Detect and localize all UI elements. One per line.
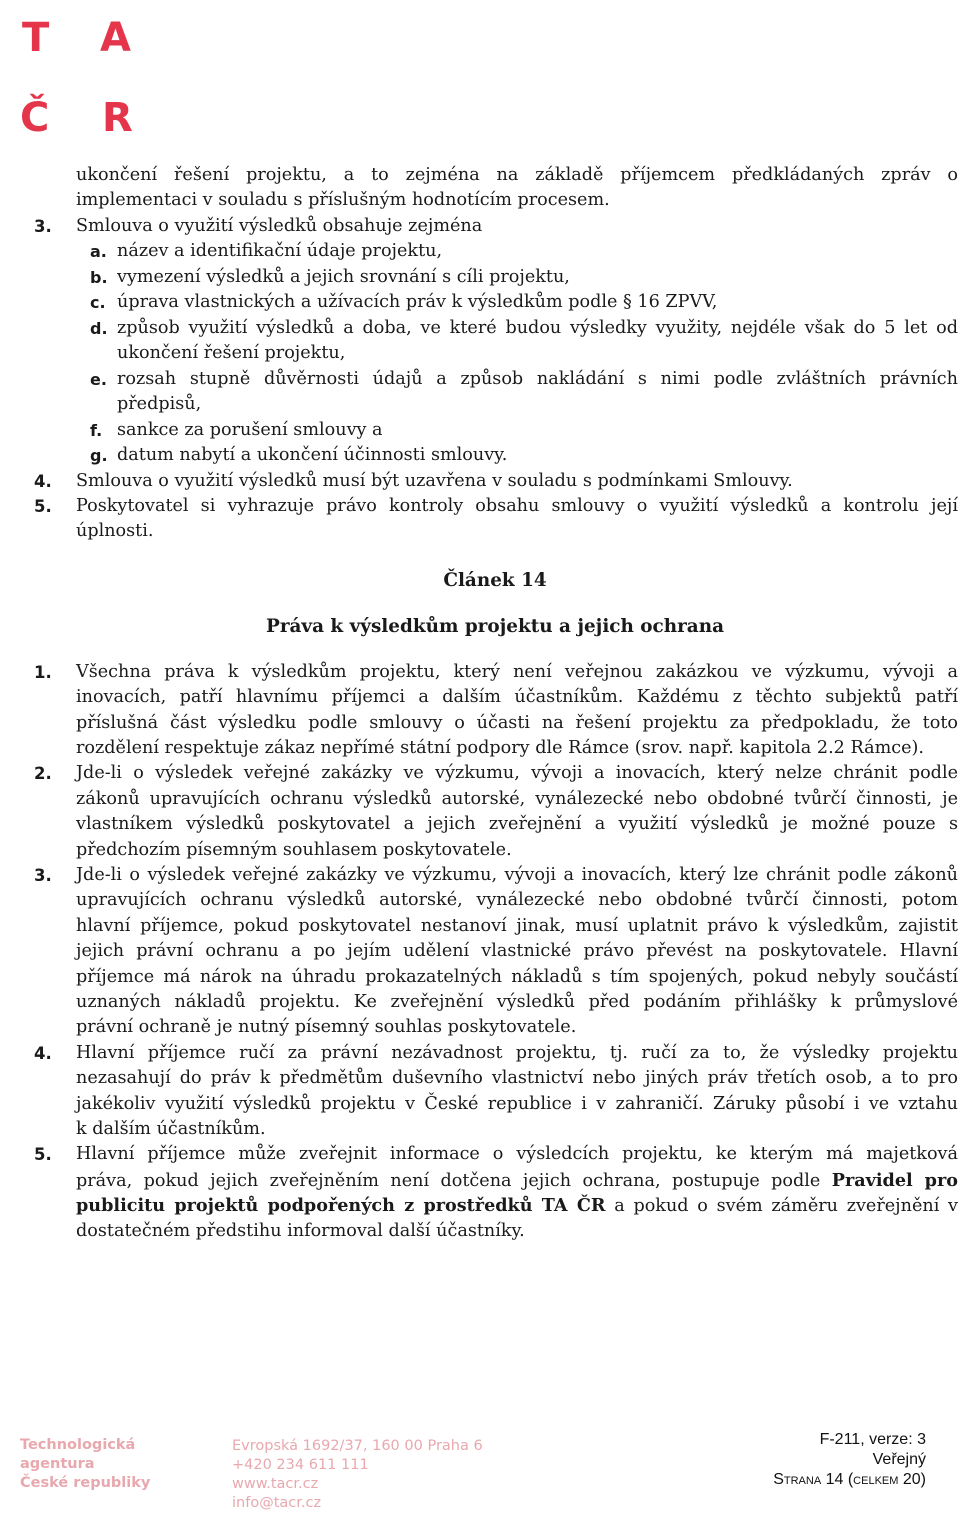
text-line: k dalším účastníkům. <box>76 1119 266 1139</box>
text-line: zákonů upravujících ochranu výsledků autorské, vynálezecké nebo obdobné tvůrčí činnosti, je <box>76 789 958 809</box>
text-line: ukončení řešení projektu, a to zejména na základě příjemcem předkládaných zpráv o <box>76 165 958 185</box>
text-line: hlavní příjemce, pokud poskytovatel nestanoví jinak, musí uplatnit právo k výsledkům, zajistit <box>76 916 958 936</box>
text-line: Jde-li o výsledek veřejné zakázky ve výzkumu, vývoji a inovacích, který nelze chránit podle <box>76 763 958 783</box>
text-line: uznaných nákladů projektu. Ke zveřejnění výsledků před podáním přihlášky k průmyslové <box>76 992 958 1012</box>
list-number: 1. <box>34 663 52 682</box>
list-number: 5. <box>34 1145 52 1164</box>
page-label: Strana 14 ( <box>773 1471 854 1488</box>
logo-letter-r: R <box>102 95 133 141</box>
footer-address-line: Evropská 1692/37, 160 00 Praha 6 <box>232 1438 483 1454</box>
text-line: rozsah stupně důvěrnosti údajů a způsob nakládání s nimi podle zvláštních právních <box>117 369 958 389</box>
text-line: rozdělení respektuje zákaz nepřímé státní podpory dle Rámce (srov. např. kapitola 2.2 Rámce). <box>76 738 924 758</box>
text-line: předchozím písemným souhlasem poskytovatele. <box>76 840 512 860</box>
text-line: datum nabytí a ukončení účinnosti smlouvy. <box>117 445 508 465</box>
text-line: vymezení výsledků a jejich srovnání s cíli projektu, <box>117 267 570 287</box>
text-line: jejich právní ochranu a po jejím udělení vlastnické právo převést na poskytovatele. Hlavní <box>76 941 958 961</box>
list-number: 4. <box>34 472 52 491</box>
list-letter: f. <box>90 421 103 440</box>
tacr-logo <box>18 14 148 141</box>
text-line: úprava vlastnických a užívacích práv k výsledkům podle § 16 ZPVV, <box>117 292 718 312</box>
classification: Veřejný <box>872 1451 926 1468</box>
page-total-label: celkem <box>853 1471 899 1488</box>
article-number: Článek 14 <box>443 570 547 591</box>
list-letter: c. <box>90 293 106 312</box>
text-line: příslušná část výsledku podle smlouvy o účasti na řešení projektu za předpokladu, že toto <box>76 713 958 733</box>
text-line: vlastníkem výsledků poskytovatel a jejich zveřejnění a využití výsledků je možné pouze s <box>76 814 958 834</box>
text-run: práva, pokud jejich zveřejněním není dotčena jejich ochrana, postupuje podle <box>76 1171 821 1191</box>
text-line: způsob využití výsledků a doba, ve které budou výsledky využity, nejdéle však do 5 let od <box>117 318 958 338</box>
page-number <box>773 1470 926 1490</box>
list-number: 3. <box>34 866 52 885</box>
text-line: předpisů, <box>117 394 202 414</box>
text-line: příjemce má nárok na úhradu prokazatelných nákladů s tím spojených, pokud nebyly součástí <box>76 967 958 987</box>
footer-meta <box>773 1430 926 1490</box>
text-line: implementaci v souladu s příslušným hodnotícím procesem. <box>76 190 610 210</box>
text-line: inovacích, patří hlavnímu příjemci a dalším účastníkům. Každému z těchto subjektů patří <box>76 687 958 707</box>
list-letter: e. <box>90 370 107 389</box>
footer-phone: +420 234 611 111 <box>232 1457 369 1473</box>
footer-org-line: agentura <box>20 1456 95 1472</box>
text-line: nezasahují do práv k předmětům duševního vlastnictví nebo jiných práv třetích osob, a to pro <box>76 1068 958 1088</box>
list-number: 5. <box>34 497 52 516</box>
list-number: 3. <box>34 217 52 236</box>
text-line <box>76 1193 958 1219</box>
footer-email: info@tacr.cz <box>232 1495 322 1511</box>
form-version: F-211, verze: 3 <box>819 1431 926 1448</box>
text-line: upravujících ochranu výsledků autorské, vynálezecké nebo obdobné tvůrčí činnosti, potom <box>76 890 958 910</box>
logo-letter-a: A <box>100 15 131 61</box>
text-line: Smlouva o využití výsledků musí být uzavřena v souladu s podmínkami Smlouvy. <box>76 471 793 491</box>
footer-org-line: Technologická <box>20 1437 136 1453</box>
text-line: Smlouva o využití výsledků obsahuje zejména <box>76 216 483 236</box>
text-line: dostatečném předstihu informoval další účastníky. <box>76 1221 525 1241</box>
logo-letter-t: T <box>22 15 50 61</box>
text-line: Jde-li o výsledek veřejné zakázky ve výzkumu, vývoji a inovacích, který lze chránit podle zákonů <box>76 865 958 885</box>
text-line: Hlavní příjemce ručí za právní nezávadnost projektu, tj. ručí za to, že výsledky projektu <box>76 1043 958 1063</box>
text-line: jakékoliv využití výsledků projektu v České republice i v zahraničí. Záruky působí i ve vztahu <box>76 1094 958 1114</box>
rules-link-text: publicitu projektů podpořených z prostředků TA ČR <box>76 1195 606 1216</box>
footer-address <box>232 1437 512 1513</box>
footer-org-line: České republiky <box>20 1475 151 1491</box>
list-letter: b. <box>90 268 108 287</box>
footer-website: www.tacr.cz <box>232 1476 319 1492</box>
list-number: 2. <box>34 764 52 783</box>
footer-organization <box>20 1436 160 1493</box>
page-total: 20) <box>898 1471 926 1488</box>
text-line: Všechna práva k výsledkům projektu, který není veřejnou zakázkou ve výzkumu, vývoji a <box>76 662 958 682</box>
list-number: 4. <box>34 1044 52 1063</box>
text-line: sankce za porušení smlouvy a <box>117 420 383 440</box>
text-line: právní ochraně je nutný písemný souhlas poskytovatele. <box>76 1017 577 1037</box>
text-line <box>76 1168 958 1194</box>
text-line: Poskytovatel si vyhrazuje právo kontroly obsahu smlouvy o využití výsledků a kontrolu její <box>76 496 958 516</box>
text-line: název a identifikační údaje projektu, <box>117 241 443 261</box>
text-line: ukončení řešení projektu, <box>117 343 346 363</box>
text-line: Hlavní příjemce může zveřejnit informace o výsledcích projektu, ke kterým má majetková <box>76 1144 958 1164</box>
text-line: úplnosti. <box>76 521 154 541</box>
list-letter: d. <box>90 319 108 338</box>
rules-link-text: Pravidel pro <box>831 1170 958 1191</box>
text-run: a pokud o svém záměru zveřejnění v <box>614 1196 958 1216</box>
logo-letter-c: Č <box>20 95 50 141</box>
list-letter: a. <box>90 242 107 261</box>
article-title: Práva k výsledkům projektu a jejich ochrana <box>265 616 725 637</box>
list-letter: g. <box>90 446 108 465</box>
